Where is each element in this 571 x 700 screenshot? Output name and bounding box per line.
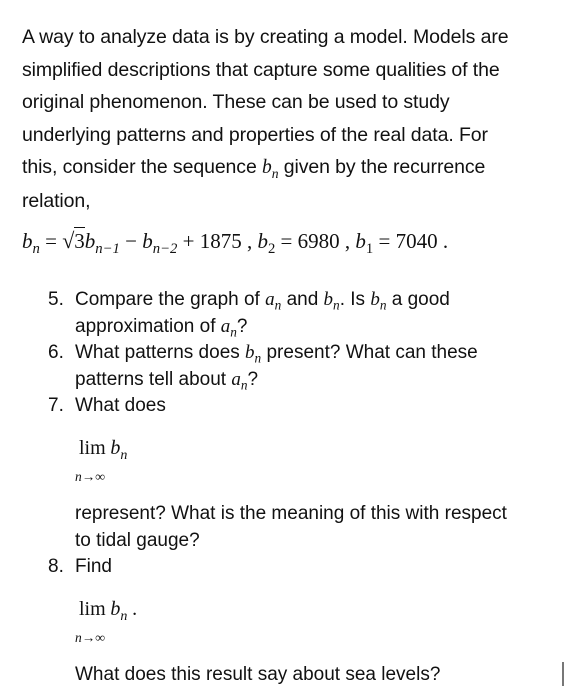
initial-b1-value: = 7040 xyxy=(378,229,438,253)
question-number: 8. xyxy=(48,556,64,577)
scrollbar-thumb[interactable] xyxy=(562,662,564,686)
intro-line: simplified descriptions that capture some qualities of the xyxy=(22,58,500,81)
constant-term: + 1875 xyxy=(182,229,242,253)
question-text: Find xyxy=(75,556,112,577)
limit-subscript: n→∞ xyxy=(75,469,105,484)
recurrence-equation: $b_n = √3b_{n-1} - b_{n-2} + 1875$ , $b_2 = 6980$ , $b_1 = 7040$ . xyxy=(22,228,449,258)
square-root: √3 xyxy=(62,228,85,253)
intro-line xyxy=(22,151,557,185)
intro-paragraph xyxy=(22,21,557,217)
intro-line: A way to analyze data is by creating a model. Models are xyxy=(22,26,509,48)
intro-line: original phenomenon. These can be used to study xyxy=(22,91,450,113)
sequence-symbol: $b_n$ xyxy=(262,157,279,181)
limit-subscript: n→∞ xyxy=(75,630,105,645)
question-text: represent? What is the meaning of this with respect xyxy=(75,503,507,524)
question-text: to tidal gauge? xyxy=(75,529,200,551)
question-text: Compare the graph of $a_n$ and $b_n$. Is $b_n$ a good xyxy=(75,289,450,313)
initial-b2: $b_2$ xyxy=(257,229,276,258)
minus-sign: − xyxy=(125,229,137,253)
question-text: patterns tell about $a_n$? xyxy=(75,368,259,393)
initial-b2-value: = 6980 xyxy=(280,229,340,253)
equals-sign: = xyxy=(45,229,57,253)
question-text: What does xyxy=(75,395,166,416)
intro-line: underlying patterns and properties of the real data. For xyxy=(22,123,488,146)
intro-text: given by the recurrence xyxy=(283,156,486,178)
limit-expression: $\lim b_n$ xyxy=(79,437,128,463)
intro-line: relation, xyxy=(22,189,91,212)
question-number: 6. xyxy=(48,342,64,363)
question-text: approximation of $a_n$? xyxy=(75,315,248,340)
equation-lhs: $b_n$ xyxy=(22,229,40,258)
question-text: What does this result say about sea levels? xyxy=(75,664,441,685)
question-text: What patterns does $b_n$ present? What can these xyxy=(75,342,478,366)
initial-b1: $b_1$ xyxy=(355,229,374,258)
intro-text: this, consider the sequence xyxy=(22,156,257,178)
limit-expression: $\lim b_n$ . xyxy=(79,598,138,624)
question-number: 5. xyxy=(48,289,64,310)
question-number: 7. xyxy=(48,395,64,416)
